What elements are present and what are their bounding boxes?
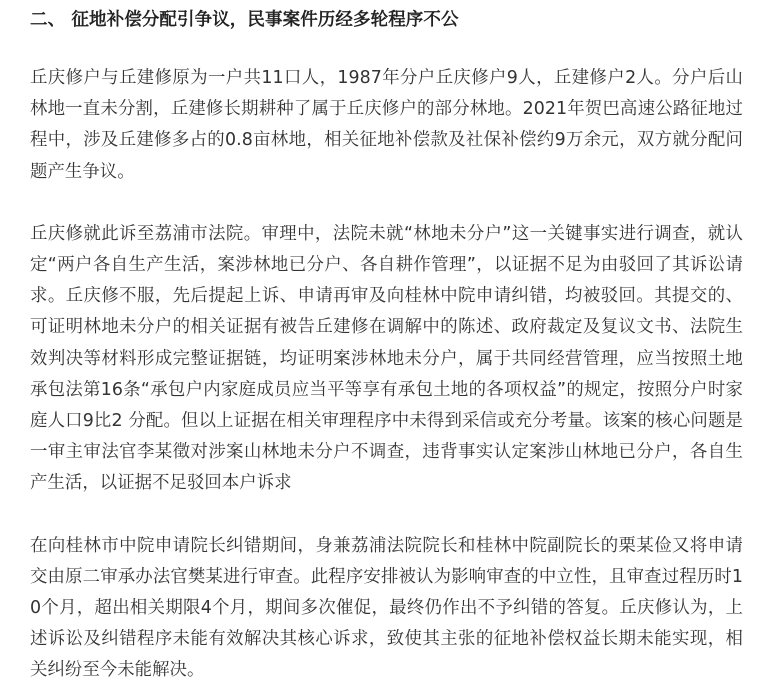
- paragraph-correction-review: 在向桂林市中院申请院长纠错期间，身兼荔浦法院院长和桂林中院副院长的栗某俭又将申请交由原二审承办法官樊某进行审查。此程序安排被认为影响审查的中立性，且审查过程历时10个月，超出相关期限4个月，期间多次催促，最终仍作出不予纠错的答复。丘庆修认为，上述诉讼及纠错程序未能有效解决其核心诉求，致使其主张的征地补偿权益长期未能实现，相关纠纷至今未能解决。: [30, 535, 743, 681]
- section-heading: 二、 征地补偿分配引争议，民事案件历经多轮程序不公: [30, 10, 459, 30]
- paragraph-litigation: 丘庆修就此诉至荔浦市法院。审理中，法院未就“林地未分户”这一关键事实进行调查，就认定“两户各自生产生活，案涉林地已分户、各自耕作管理”，以证据不足为由驳回了其诉讼请求。丘庆修不服，先后提起上诉、申请再审及向桂林中院申请纠错，均被驳回。其提交的、可证明林地未分户的相关证据有被告丘建修在调解中的陈述、政府裁定及复议文书、法院生效判决等材料形成完整证据链，均证明案涉林地未分户，属于共同经营管理，应当按照土地承包法第16条“承包户内家庭成员应当平等享有承包土地的各项权益”的规定，按照分户时家庭人口9比2 分配。但以上证据在相关审理程序中未得到采信或充分考量。该案的核心问题是一审主审法官李某徵对涉案山林地未分户不调查，违背事实认定案涉山林地已分户，各自生产生活，以证据不足驳回本户诉求: [30, 223, 743, 494]
- paragraph-dispute-background: 丘庆修户与丘建修原为一户共11口人，1987年分户丘庆修户9人，丘建修户2人。分户后山林地一直未分割，丘建修长期耕种了属于丘庆修户的部分林地。2021年贺巴高速公路征地过程中，涉及丘建修多占的0.8亩林地，相关征地补偿款及社保补偿约9万余元，双方就分配问题产生争议。: [30, 68, 743, 182]
